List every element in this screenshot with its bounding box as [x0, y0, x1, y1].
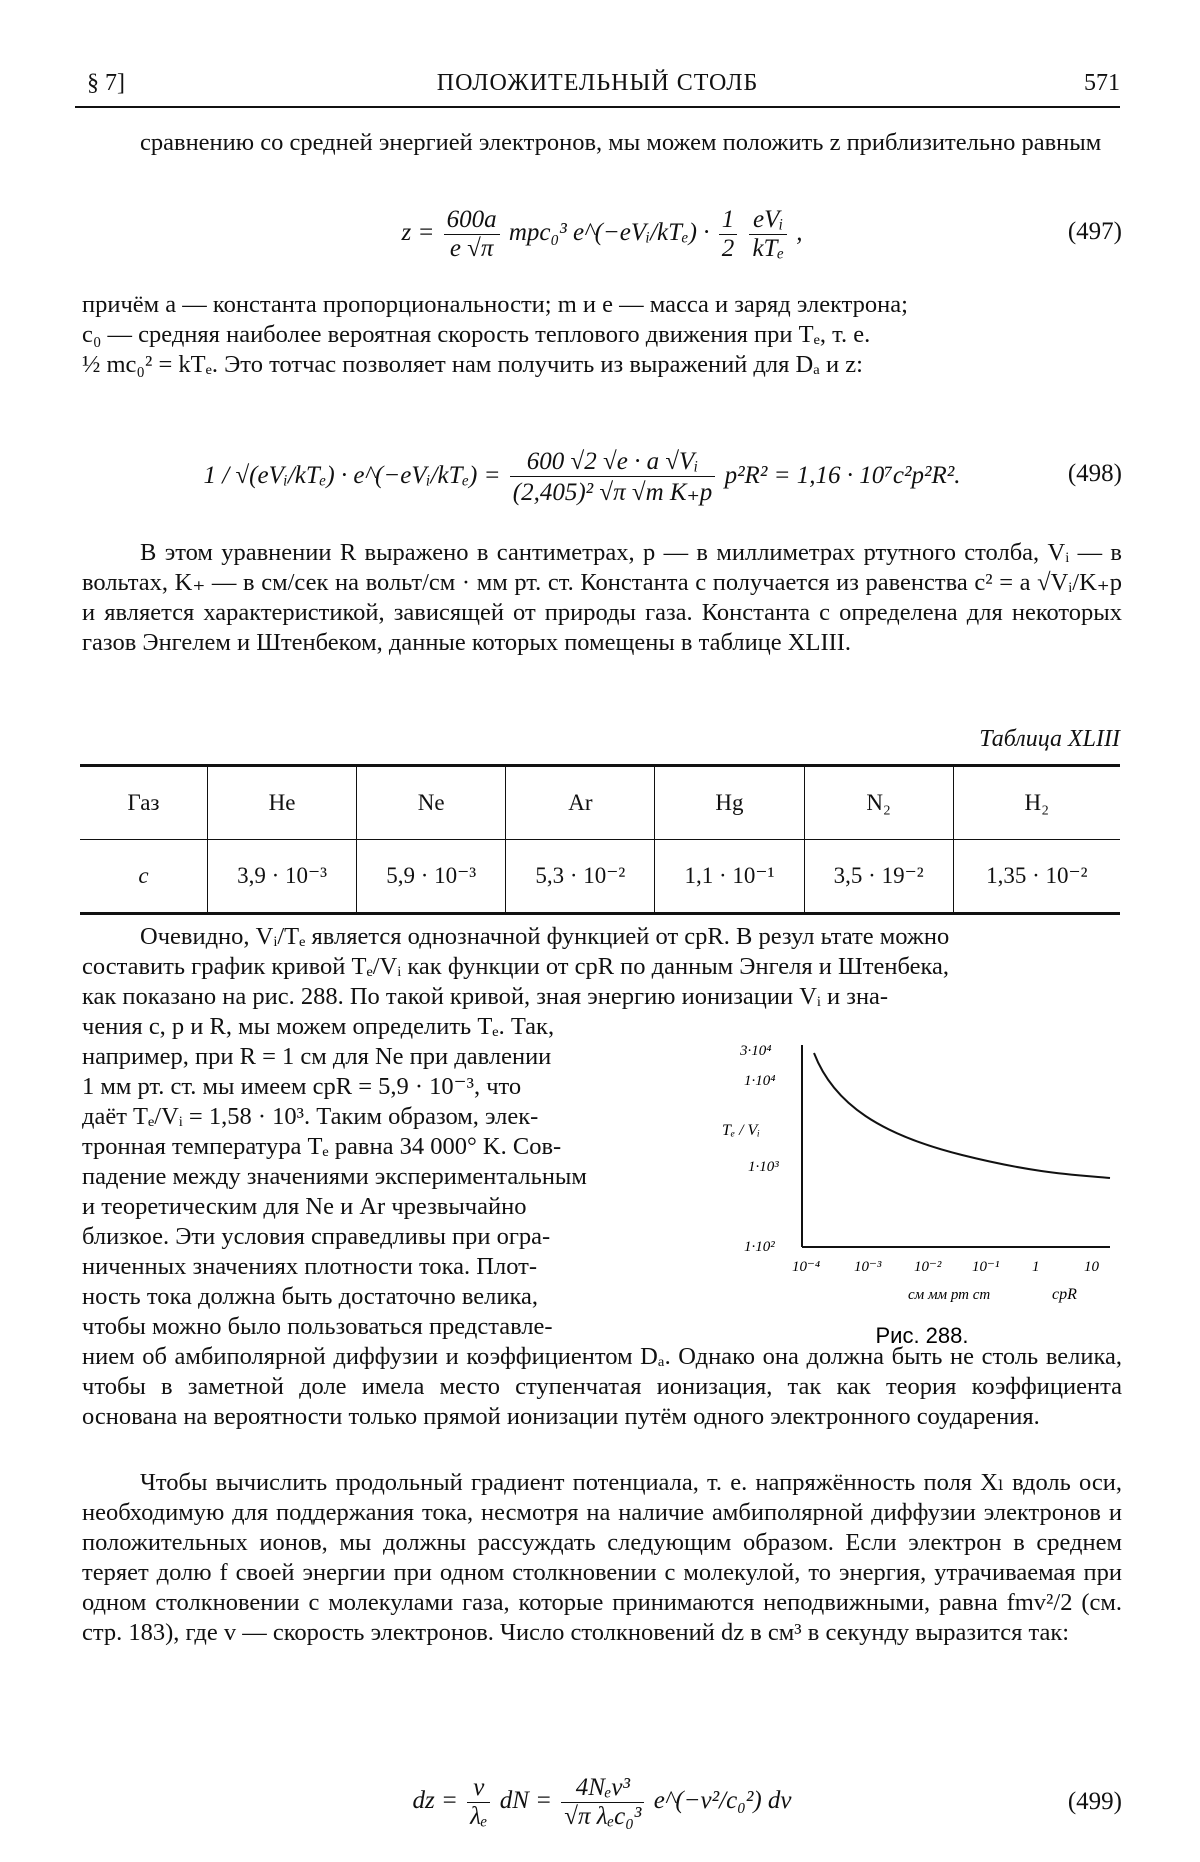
- curve-te-vi: [814, 1053, 1110, 1178]
- x-tick-label: 10: [1084, 1259, 1099, 1275]
- paragraph-units: В этом уравнении R выражено в сантиметрах, p — в миллиметрах ртутного столба, Vᵢ — в вольтах, K₊ — в см/сек на вольт/см · мм рт. ст. Константа c получается из равенства c² = a √Vᵢ/K₊p и является характеристикой, зависящей от природы газа. Константа c определена для некоторых газов Энгелем и Штенбеком, данные которых помещены в таблице XLIII.: [82, 539, 1122, 656]
- table-header-row: Газ He Ne Ar Hg N₂ H₂: [80, 766, 1120, 840]
- paragraph-graph-wrap: чения c, p и R, мы можем определить Tₑ. Так, например, при R = 1 см для Ne при давлении 1 мм рт. ст. мы имеем cpR = 5,9 · 10⁻³, что даёт Tₑ/Vᵢ = 1,58 · 10³. Таким образом, элек- тронная температура Tₑ равна 34 000° K. Сов- падение между значениями экспериментальным и теоретическим для Ne и Ar чрезвычайно близкое. Эти условия справедливы при огра- ниченных значениях плотности тока. Плот- ность тока должна быть достаточно велика, чтобы можно было пользоваться представле-: [82, 1013, 587, 1340]
- equation-number: (499): [1067, 1788, 1122, 1815]
- equation-number: (497): [1067, 218, 1122, 245]
- table-xliii: [80, 764, 1120, 915]
- x-tick-label: 10⁻²: [914, 1259, 942, 1275]
- x-tick-label: 10⁻³: [854, 1259, 882, 1275]
- x-axis-unit: см мм рт ст: [908, 1287, 991, 1303]
- paragraph-definitions: причём a — константа пропорциональности; m и e — масса и заряд электрона; c₀ — средняя наиболее вероятная скорость теплового движения при Tₑ, т. е. ½ mc₀² = kTₑ. Это тотчас позволяет нам получить из выражений для Dₐ и z:: [82, 291, 908, 378]
- x-tick-label: 10⁻⁴: [792, 1259, 821, 1275]
- y-tick-label: 1·10⁴: [744, 1073, 776, 1089]
- fraction-half: $\frac{1}{2}$: [719, 206, 738, 263]
- paragraph-graph-full: Очевидно, Vᵢ/Tₑ является однозначной функцией от cpR. В резул ьтате можно составить график кривой Tₑ/Vᵢ как функции от cpR по данным Энгеля и Штенбека, как показано на рис. 288. По такой кривой, зная энергию ионизации Vᵢ и зна-: [82, 923, 950, 1010]
- x-tick-label: 10⁻¹: [972, 1259, 1000, 1275]
- equation-number: (498): [1067, 460, 1122, 487]
- fraction: $\frac{v}{\text{λₑ}}$: [467, 1774, 490, 1831]
- figure-caption: Рис. 288.: [875, 1323, 969, 1348]
- running-header: [75, 70, 1120, 102]
- equation-499: dz = $\frac{v}{\text{λₑ}}$ dN = $\frac{\text{4Nₑv³}}{\text{√π λₑc₀³}}$ e^(−v²/c₀²) dv (499): [412, 1774, 1122, 1830]
- fraction: $\frac{600a}{e √\pi}$: [444, 206, 500, 263]
- fraction: $\frac{\text{eVᵢ}}{\text{kTₑ}}$: [749, 206, 787, 263]
- equation-497: z = $\frac{600a}{e √\pi}$ mpc₀³ e^(−eVᵢ/kTₑ) · $\frac{1}{2}$ $\frac{\text{eVᵢ}}{\text{kTₑ}}$ , (497): [401, 206, 1122, 262]
- paragraph-gradient: Чтобы вычислить продольный градиент потенциала, т. е. напряжённость поля Xₗ вдоль оси, необходимую для поддержания тока, несмотря на наличие амбиполярной диффузии электронов и положительных ионов, мы должны рассуждать следующим образом. Если электрон в среднем теряет долю f своей энергии при одном столкновении с молекулой, то энергия, утрачиваемая при одном столкновении с молекулами газа, которые принимаются неподвижными, равна fmv²/2 (см. стр. 183), где v — скорость электронов. Число столкновений dz в см³ в секунду выразится так:: [82, 1469, 1122, 1646]
- x-axis-label: cpR: [1052, 1286, 1077, 1303]
- y-tick-label: 1·10²: [744, 1239, 775, 1255]
- running-title: ПОЛОЖИТЕЛЬНЫЙ СТОЛБ: [436, 70, 759, 96]
- equation-498: 1 / √(eVᵢ/kTₑ) · e^(−eVᵢ/kTₑ) = $\frac{\text{600 √2 √e · a √Vᵢ}}{\text{(2,405)² √π √m K₊p}}$ p²R² = 1,16 · 10⁷c²p²R². (498): [203, 448, 1122, 506]
- fraction: $\frac{\text{600 √2 √e · a √Vᵢ}}{\text{(2,405)² √π √m K₊p}}$: [510, 448, 716, 507]
- page-number: 571: [1084, 70, 1120, 96]
- figure-288: [722, 1025, 1122, 1365]
- table-row: c 3,9 · 10⁻³ 5,9 · 10⁻³ 5,3 · 10⁻² 1,1 · 10⁻¹ 3,5 · 19⁻² 1,35 · 10⁻²: [80, 840, 1120, 914]
- y-axis-label: Tₑ / Vᵢ: [722, 1122, 760, 1139]
- paragraph-intro: сравнению со средней энергией электронов, мы можем положить z приблизительно равным: [140, 129, 1102, 156]
- paragraph-graph-tail: нием об амбиполярной диффузии и коэффициентом Dₐ. Однако она должна быть не столь велика, чтобы в заметной доле имела место ступенчатая ионизация, так как теория коэффициента основана на вероятности только прямой ионизации путём одного электронного соударения.: [82, 1343, 1122, 1430]
- y-tick-label: 1·10³: [748, 1159, 779, 1175]
- fraction: $\frac{\text{4Nₑv³}}{\text{√π λₑc₀³}}$: [561, 1774, 644, 1831]
- x-tick-label: 1: [1032, 1259, 1040, 1275]
- table-caption: Таблица XLIII: [979, 726, 1120, 752]
- header-rule: [75, 106, 1120, 108]
- section-number: § 7]: [87, 70, 125, 96]
- y-tick-label: 3·10⁴: [740, 1043, 772, 1059]
